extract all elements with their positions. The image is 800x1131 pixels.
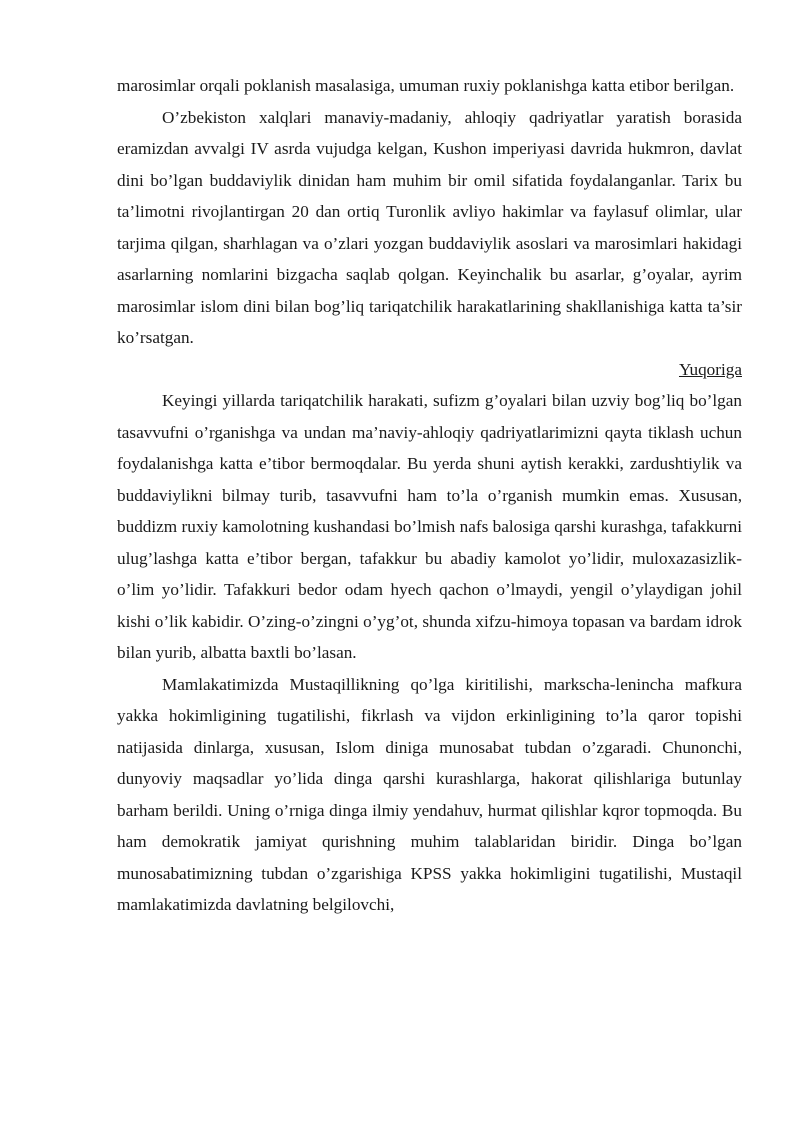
document-page (117, 70, 742, 921)
paragraph-independence: Mamlakatimizda Mustaqillikning qo’lga kiritilishi, markscha-lenincha mafkura yakka hokimligining tugatilishi, fikrlash va vijdon erkinligining to’la qaror topishi natijasida dinlarga, xususan, Islom diniga munosabat tubdan o’zgaradi. Chunonchi, dunyoviy maqsadlar yo’lida dinga qarshi kurashlarga, hakorat qilishlariga butunlay barham berildi. Uning o’rniga dinga ilmiy yendahuv, hurmat qilishlar kqror topmoqda. Bu ham demokratik jamiyat qurishning muhim talablaridan biridir. Dinga bo’lgan munosabatimizning tubdan o’zgarishiga KPSS yakka hokimligini tugatilishi, Mustaqil mamlakatimizda davlatning belgilovchi, (117, 674, 742, 914)
back-to-top-link[interactable]: Yuqoriga (678, 359, 742, 379)
paragraph-buddhism-history: O’zbekiston xalqlari manaviy-madaniy, ahloqiy qadriyatlar yaratish borasida eramizdan avvalgi IV asrda vujudga kelgan, Kushon imperiyasi davrida hukmron, davlat dini bo’lgan buddaviylik dinidan ham muhim bir omil sifatida foydalanganlar. Tarix bu ta’limotni rivojlantirgan 20 dan ortiq Turonlik avliyo hakimlar va faylasuf olimlar, ular tarjima qilgan, sharhlagan va o’zlari yozgan buddaviylik asoslari va marosimlari hakidagi asarlarning nomlarini bizgacha saqlab qolgan. Keyinchalik bu asarlar, g’oyalar, ayrim marosimlar islom dini bilan bog’liq tariqatchilik harakatlarining shakllanishiga katta ta’sir ko’rsatgan. (117, 107, 742, 347)
back-to-top-row (117, 354, 742, 386)
paragraph-sufism: Keyingi yillarda tariqatchilik harakati, sufizm g’oyalari bilan uzviy bog’liq bo’lgan tasavvufni o’rganishga va undan ma’naviy-ahloqiy qadriyatlarimizni qayta tiklash uchun foydalanishga katta e’tibor bermoqdalar. Bu yerda shuni aytish kerakki, zardushtiylik va buddaviylikni bilmay turib, tasavvufni ham to’la o’rganish mumkin emas. Xususan, buddizm ruxiy kamolotning kushandasi bo’lmish nafs balosiga qarshi kurashga, tafakkurni ulug’lashga katta e’tibor bergan, tafakkur bu abadiy kamolot yo’lidir, muloxazasizlik- o’lim yo’lidir. Tafakkuri bedor odam hyech qachon o’lmaydi, yengil o’ylaydigan johil kishi o’lik kabidir. O’zing-o’zingni o’yg’ot, shunda xifzu-himoya topasan va bardam idrok bilan yurib, albatta baxtli bo’lasan. (117, 391, 742, 662)
paragraph-continuation: marosimlar orqali poklanish masalasiga, umuman ruxiy poklanishga katta etibor berilgan. (117, 76, 735, 95)
